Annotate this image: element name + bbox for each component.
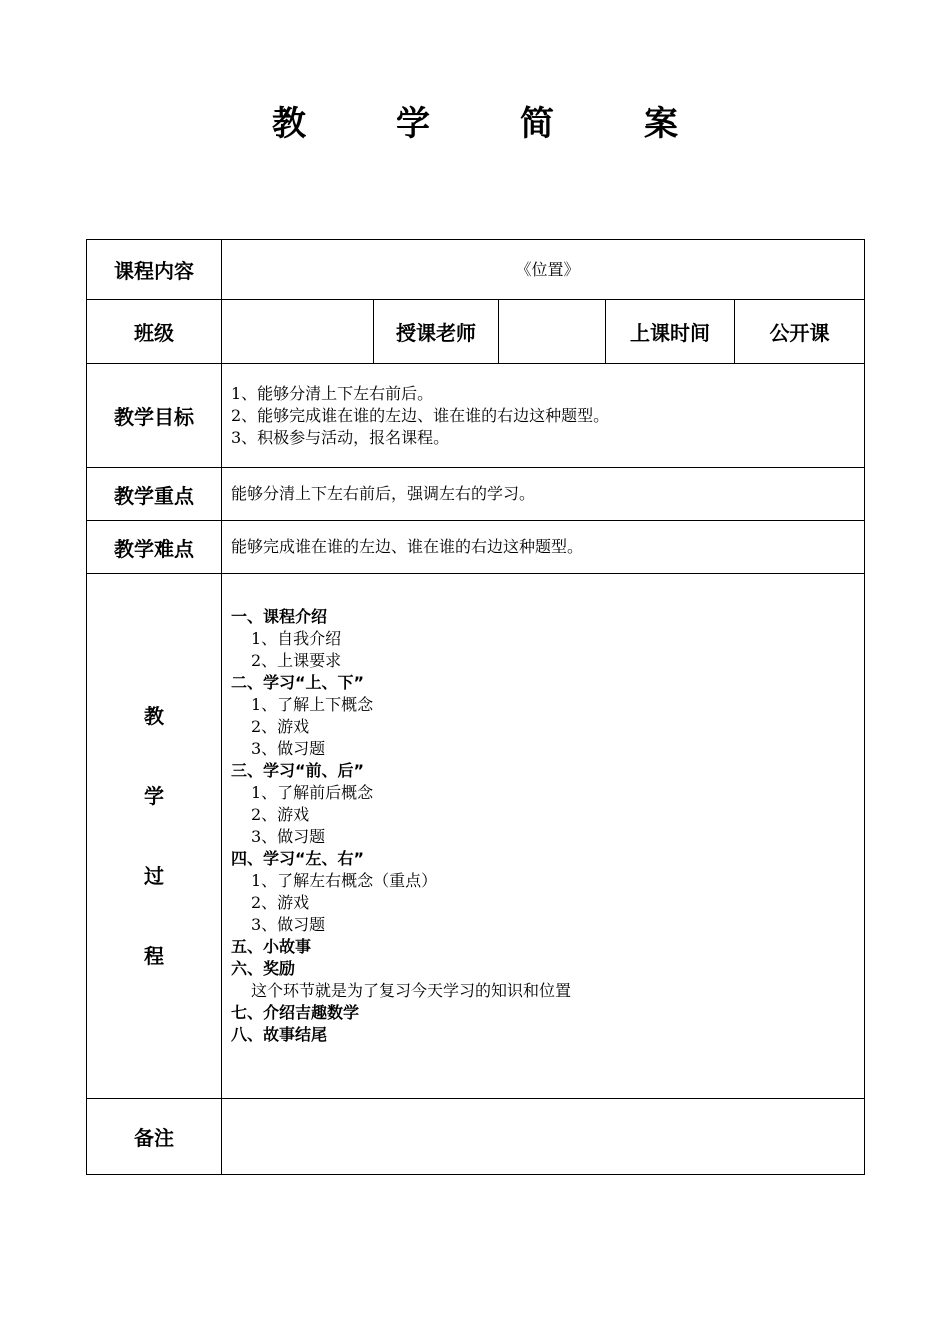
process-item: 1、了解上下概念	[251, 695, 374, 714]
page-title: 教 学 简 案	[272, 104, 706, 144]
process-item: 1、了解前后概念	[251, 783, 374, 802]
process-heading: 四、学习“左、右”	[231, 849, 365, 868]
goals-list	[222, 364, 865, 468]
process-label-char: 过	[144, 864, 164, 888]
process-label-char: 学	[144, 784, 164, 808]
row-notes	[87, 1099, 865, 1175]
process-heading: 七、介绍吉趣数学	[231, 1003, 360, 1022]
process-item: 3、做习题	[251, 915, 326, 934]
key-value: 能够分清上下左右前后，强调左右的学习。	[222, 468, 865, 521]
process-label-char: 教	[144, 704, 164, 728]
process-item: 3、做习题	[251, 827, 326, 846]
row-process	[87, 574, 865, 1099]
key-label: 教学重点	[87, 468, 222, 521]
process-heading: 二、学习“上、下”	[231, 673, 365, 692]
teacher-value	[499, 300, 606, 364]
process-item: 3、做习题	[251, 739, 326, 758]
difficulty-value: 能够完成谁在谁的左边、谁在谁的右边这种题型。	[222, 521, 865, 574]
process-label-char: 程	[144, 944, 164, 968]
process-item: 2、游戏	[251, 805, 310, 824]
lesson-plan-table	[86, 239, 865, 1175]
goal-item: 1、能够分清上下左右前后。	[231, 383, 434, 403]
process-heading: 五、小故事	[231, 937, 312, 956]
process-content	[222, 574, 865, 1099]
class-label: 班级	[87, 300, 222, 364]
time-value: 公开课	[735, 300, 865, 364]
row-key	[87, 468, 865, 521]
process-item: 2、上课要求	[251, 651, 342, 670]
goal-item: 3、积极参与活动，报名课程。	[231, 427, 450, 447]
process-heading: 三、学习“前、后”	[231, 761, 365, 780]
notes-label: 备注	[87, 1099, 222, 1175]
row-course	[87, 240, 865, 300]
process-heading: 一、课程介绍	[231, 607, 328, 626]
row-class	[87, 300, 865, 364]
difficulty-label: 教学难点	[87, 521, 222, 574]
time-label: 上课时间	[606, 300, 735, 364]
process-item: 1、了解左右概念（重点）	[251, 871, 438, 890]
row-goals	[87, 364, 865, 468]
process-heading: 八、故事结尾	[231, 1025, 328, 1044]
class-value	[222, 300, 374, 364]
process-item: 1、自我介绍	[251, 629, 342, 648]
process-label	[87, 574, 222, 1099]
course-value: 《位置》	[222, 240, 865, 300]
process-heading: 六、奖励	[231, 959, 296, 978]
goal-item: 2、能够完成谁在谁的左边、谁在谁的右边这种题型。	[231, 405, 610, 425]
process-item: 2、游戏	[251, 717, 310, 736]
goals-label: 教学目标	[87, 364, 222, 468]
row-difficulty	[87, 521, 865, 574]
process-item: 2、游戏	[251, 893, 310, 912]
course-label: 课程内容	[87, 240, 222, 300]
notes-value	[222, 1099, 865, 1175]
teacher-label: 授课老师	[374, 300, 499, 364]
process-item: 这个环节就是为了复习今天学习的知识和位置	[251, 981, 572, 1000]
